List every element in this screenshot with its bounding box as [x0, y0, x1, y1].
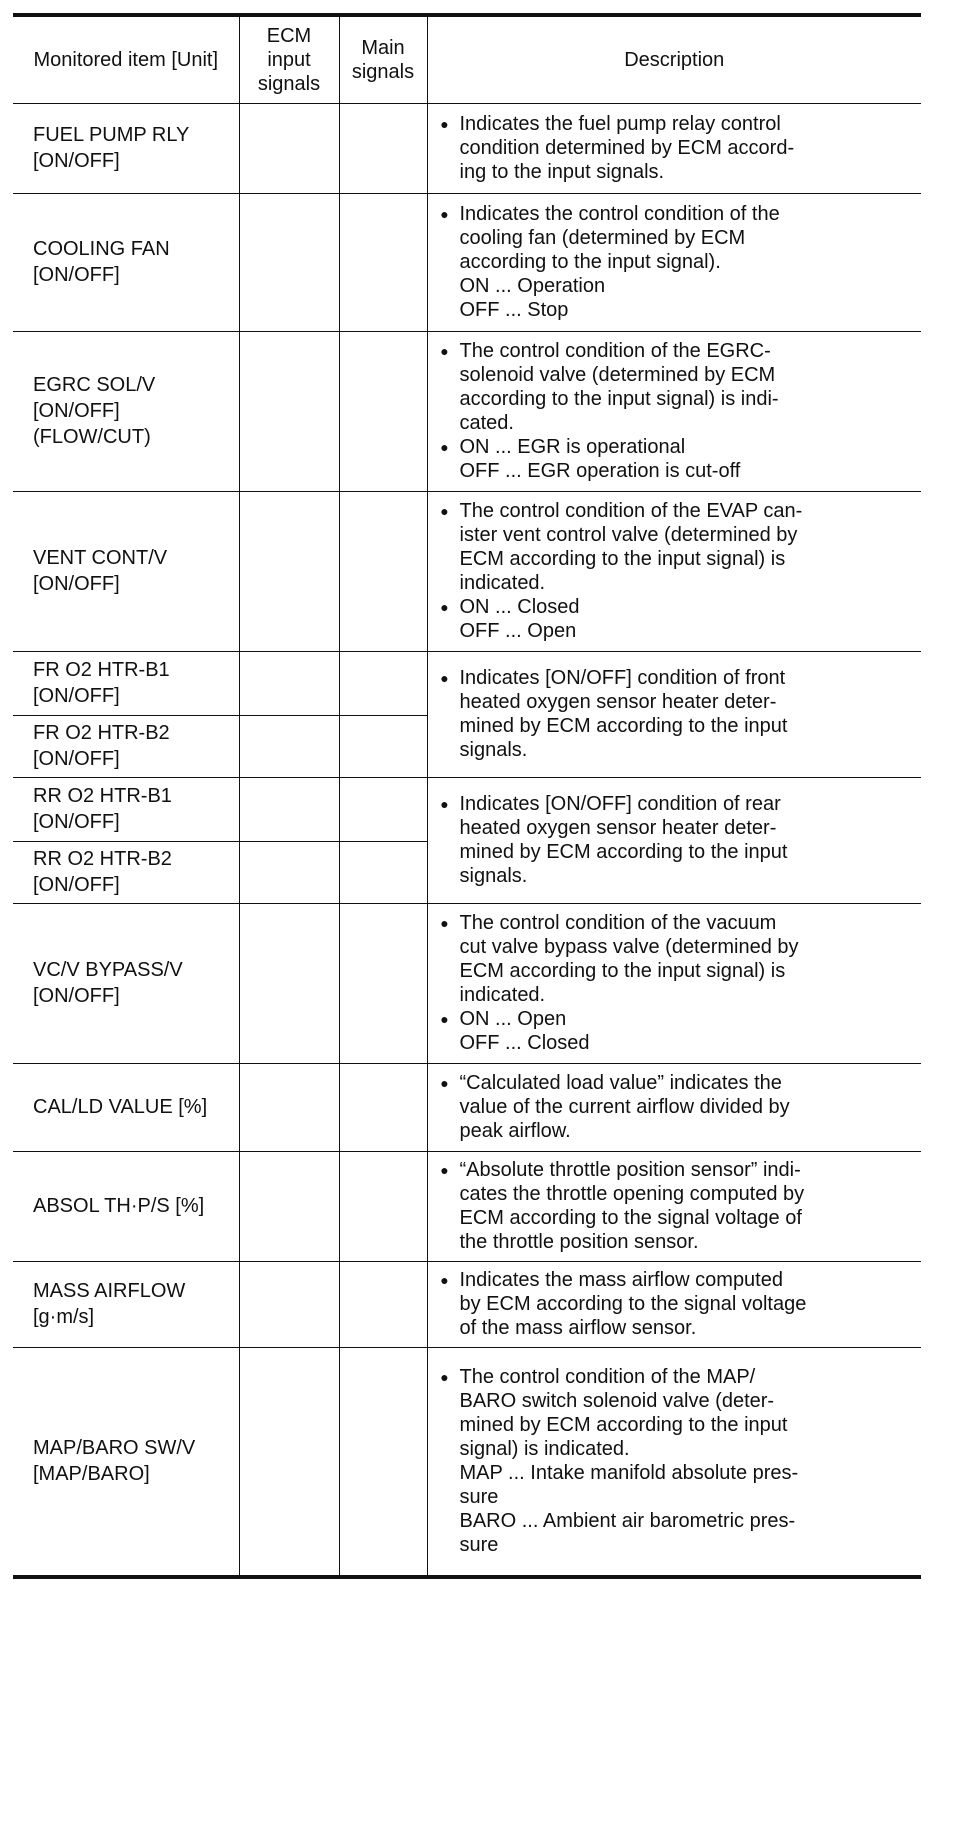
description-cell: [427, 903, 921, 1063]
description-paragraph: [436, 499, 918, 595]
description-line: by ECM according to the signal voltage: [459, 1293, 807, 1315]
monitored-item-text: MAP/BARO SW/V: [33, 1437, 196, 1460]
description-line: cooling fan (determined by ECM: [459, 227, 746, 249]
monitored-item-text: [g·m/s]: [33, 1306, 95, 1328]
description-cell: [427, 1063, 921, 1151]
description-cell: [427, 651, 921, 777]
main-signals-cell: [339, 193, 427, 331]
main-signals-cell: [339, 777, 427, 841]
description-line: The control condition of the vacuum: [459, 912, 777, 934]
description-cell: [427, 1347, 921, 1577]
bullet-icon: ●: [440, 1011, 449, 1027]
header-monitored-item: Monitored item [Unit]: [13, 15, 239, 103]
monitored-item-cell: [13, 841, 239, 903]
header-ecm-input-signals: [239, 15, 339, 103]
main-signals-cell: [339, 1151, 427, 1261]
description-paragraph: [436, 666, 918, 762]
description-line: The control condition of the MAP/: [459, 1366, 756, 1389]
main-signals-cell: [339, 903, 427, 1063]
ecm-input-signals-cell: [239, 651, 339, 715]
description-line: OFF ... EGR operation is cut-off: [459, 460, 741, 482]
monitored-item-text: FR O2 HTR-B1: [33, 659, 170, 681]
table-row: [13, 331, 921, 491]
main-signals-cell: [339, 651, 427, 715]
main-signals-cell: [339, 1261, 427, 1347]
description-line: ECM according to the input signal) is: [459, 960, 786, 982]
description-line: ON ... Open: [459, 1008, 567, 1030]
description-line: cut valve bypass valve (determined by: [459, 936, 799, 958]
header-ecm-line: signals: [257, 72, 321, 95]
monitored-item-text: [ON/OFF]: [33, 400, 120, 422]
description-line: ECM according to the signal voltage of: [459, 1207, 802, 1229]
description-line: OFF ... Open: [459, 620, 577, 642]
ecm-input-signals-cell: [239, 903, 339, 1063]
description-line: condition determined by ECM accord-: [459, 137, 795, 159]
monitored-item-text: [ON/OFF]: [33, 573, 120, 595]
description-line: ECM according to the input signal) is: [459, 548, 786, 570]
header-main-line: Main: [361, 36, 405, 59]
description-paragraph: [436, 1365, 918, 1557]
description-line: Indicates [ON/OFF] condition of rear: [459, 793, 781, 815]
description-paragraph: [436, 1158, 918, 1254]
monitored-item-text: RR O2 HTR-B2: [33, 848, 172, 870]
table-row: [13, 777, 921, 841]
bullet-icon: ●: [440, 796, 449, 812]
description-line: mined by ECM according to the input: [459, 1414, 788, 1437]
description-line: cated.: [459, 412, 514, 434]
description-paragraph: [436, 112, 918, 184]
ecm-input-signals-cell: [239, 491, 339, 651]
description-line: “Absolute throttle position sensor” indi-: [459, 1159, 801, 1181]
bullet-icon: ●: [440, 343, 449, 359]
main-signals-cell: [339, 331, 427, 491]
monitored-item-text: [ON/OFF]: [33, 264, 120, 286]
description-line: Indicates the control condition of the: [459, 203, 780, 225]
ecm-input-signals-cell: [239, 841, 339, 903]
bullet-icon: ●: [440, 915, 449, 931]
monitored-item-text: VC/V BYPASS/V: [33, 959, 183, 981]
description-line: indicated.: [459, 984, 546, 1006]
main-signals-cell: [339, 103, 427, 193]
description-cell: [427, 1261, 921, 1347]
description-paragraph: [436, 792, 918, 888]
description-line: BARO ... Ambient air barometric pres-: [459, 1510, 796, 1533]
description-line: indicated.: [459, 572, 546, 594]
description-line: “Calculated load value” indicates the: [459, 1072, 782, 1094]
description-line: sure: [459, 1486, 499, 1509]
monitored-item-text: [ON/OFF]: [33, 811, 120, 833]
description-cell: [427, 491, 921, 651]
monitored-item-cell: [13, 103, 239, 193]
description-line: Indicates the fuel pump relay control: [459, 113, 781, 135]
main-signals-cell: [339, 1063, 427, 1151]
table-row: [13, 1063, 921, 1151]
bullet-icon: ●: [440, 1162, 449, 1178]
description-paragraph: [436, 1268, 918, 1340]
monitored-item-text: COOLING FAN: [33, 238, 170, 260]
monitored-item-text: [ON/OFF]: [33, 874, 120, 896]
main-signals-cell: [339, 715, 427, 777]
ecm-input-signals-cell: [239, 1347, 339, 1577]
description-line: according to the input signal).: [459, 251, 721, 273]
description-line: Indicates the mass airflow computed: [459, 1269, 783, 1291]
description-line: heated oxygen sensor heater deter-: [459, 817, 777, 839]
description-line: OFF ... Stop: [459, 299, 569, 321]
description-paragraph: [436, 202, 918, 322]
bullet-icon: ●: [440, 1272, 449, 1288]
header-row: [13, 15, 921, 103]
ecm-input-signals-cell: [239, 103, 339, 193]
table-row: [13, 903, 921, 1063]
table-body: [13, 103, 921, 1577]
description-paragraph: [436, 339, 918, 435]
monitored-item-cell: [13, 331, 239, 491]
description-cell: [427, 1151, 921, 1261]
header-ecm-line: input: [267, 48, 311, 71]
description-line: of the mass airflow sensor.: [459, 1317, 697, 1339]
monitored-item-text: FUEL PUMP RLY: [33, 124, 190, 146]
table-row: [13, 491, 921, 651]
monitored-item-text: [ON/OFF]: [33, 150, 120, 172]
description-line: cates the throttle opening computed by: [459, 1183, 805, 1205]
header-ecm-line: ECM: [266, 24, 312, 47]
monitored-item-cell: [13, 903, 239, 1063]
ecm-input-signals-cell: [239, 193, 339, 331]
main-signals-cell: [339, 841, 427, 903]
description-line: ing to the input signals.: [459, 161, 665, 183]
description-line: peak airflow.: [459, 1120, 571, 1142]
table-row: [13, 1347, 921, 1577]
ecm-input-signals-cell: [239, 1261, 339, 1347]
description-paragraph: [436, 1007, 918, 1055]
monitored-item-text: MASS AIRFLOW: [33, 1280, 186, 1302]
description-paragraph: [436, 595, 918, 643]
description-line: ON ... EGR is operational: [459, 436, 686, 458]
ecm-input-signals-cell: [239, 1151, 339, 1261]
description-cell: [427, 103, 921, 193]
monitored-item-text: (FLOW/CUT): [33, 426, 151, 448]
monitored-item-text: ABSOL TH·P/S [%]: [33, 1195, 205, 1217]
monitored-item-text: FR O2 HTR-B2: [33, 722, 170, 744]
table-row: [13, 103, 921, 193]
ecm-input-signals-cell: [239, 331, 339, 491]
description-line: the throttle position sensor.: [459, 1231, 699, 1253]
description-cell: [427, 777, 921, 903]
description-paragraph: [436, 1071, 918, 1143]
monitored-item-text: CAL/LD VALUE [%]: [33, 1096, 208, 1118]
ecm-input-signals-cell: [239, 777, 339, 841]
bullet-icon: ●: [440, 503, 449, 519]
header-main-signals: [339, 15, 427, 103]
table-row: [13, 1151, 921, 1261]
bullet-icon: ●: [440, 670, 449, 686]
description-line: MAP ... Intake manifold absolute pres-: [459, 1462, 799, 1485]
description-line: mined by ECM according to the input: [459, 841, 788, 863]
monitored-item-cell: [13, 651, 239, 715]
bullet-icon: ●: [440, 206, 449, 222]
ecm-input-signals-cell: [239, 1063, 339, 1151]
monitored-item-cell: [13, 193, 239, 331]
description-line: The control condition of the EVAP can-: [459, 500, 803, 522]
monitored-item-text: [ON/OFF]: [33, 685, 120, 707]
monitor-items-table: [13, 13, 921, 1579]
bullet-icon: ●: [440, 439, 449, 455]
monitored-item-cell: [13, 1261, 239, 1347]
description-line: OFF ... Closed: [459, 1032, 590, 1054]
bullet-icon: ●: [440, 599, 449, 615]
monitored-item-cell: [13, 1063, 239, 1151]
description-line: mined by ECM according to the input: [459, 715, 788, 737]
description-line: sure: [459, 1534, 499, 1557]
table-row: [13, 1261, 921, 1347]
description-line: ON ... Operation: [459, 275, 606, 297]
description-line: ON ... Closed: [459, 596, 580, 618]
monitored-item-text: [ON/OFF]: [33, 748, 120, 770]
monitored-item-text: [ON/OFF]: [33, 985, 120, 1007]
monitored-item-cell: [13, 491, 239, 651]
bullet-icon: ●: [440, 1369, 449, 1386]
header-main-line: signals: [351, 60, 415, 83]
table-row: [13, 651, 921, 715]
description-paragraph: [436, 435, 918, 483]
description-line: heated oxygen sensor heater deter-: [459, 691, 777, 713]
description-line: value of the current airflow divided by: [459, 1096, 790, 1118]
header-description: Description: [427, 15, 921, 103]
description-cell: [427, 193, 921, 331]
monitored-item-cell: [13, 715, 239, 777]
monitored-item-text: EGRC SOL/V: [33, 374, 156, 396]
description-line: ister vent control valve (determined by: [459, 524, 798, 546]
description-line: solenoid valve (determined by ECM: [459, 364, 776, 386]
monitored-item-text: VENT CONT/V: [33, 547, 168, 569]
main-signals-cell: [339, 491, 427, 651]
monitored-item-cell: [13, 1151, 239, 1261]
monitored-item-cell: [13, 777, 239, 841]
monitored-item-text: [MAP/BARO]: [33, 1463, 150, 1486]
ecm-input-signals-cell: [239, 715, 339, 777]
description-line: The control condition of the EGRC-: [459, 340, 771, 362]
description-paragraph: [436, 911, 918, 1007]
description-line: according to the input signal) is indi-: [459, 388, 779, 410]
description-line: signal) is indicated.: [459, 1438, 630, 1461]
description-line: Indicates [ON/OFF] condition of front: [459, 667, 786, 689]
description-cell: [427, 331, 921, 491]
description-line: signals.: [459, 865, 528, 887]
description-line: signals.: [459, 739, 528, 761]
description-line: BARO switch solenoid valve (deter-: [459, 1390, 775, 1413]
monitored-item-cell: [13, 1347, 239, 1577]
main-signals-cell: [339, 1347, 427, 1577]
monitored-item-text: RR O2 HTR-B1: [33, 785, 172, 807]
bullet-icon: ●: [440, 1075, 449, 1091]
table-row: [13, 193, 921, 331]
bullet-icon: ●: [440, 116, 449, 132]
